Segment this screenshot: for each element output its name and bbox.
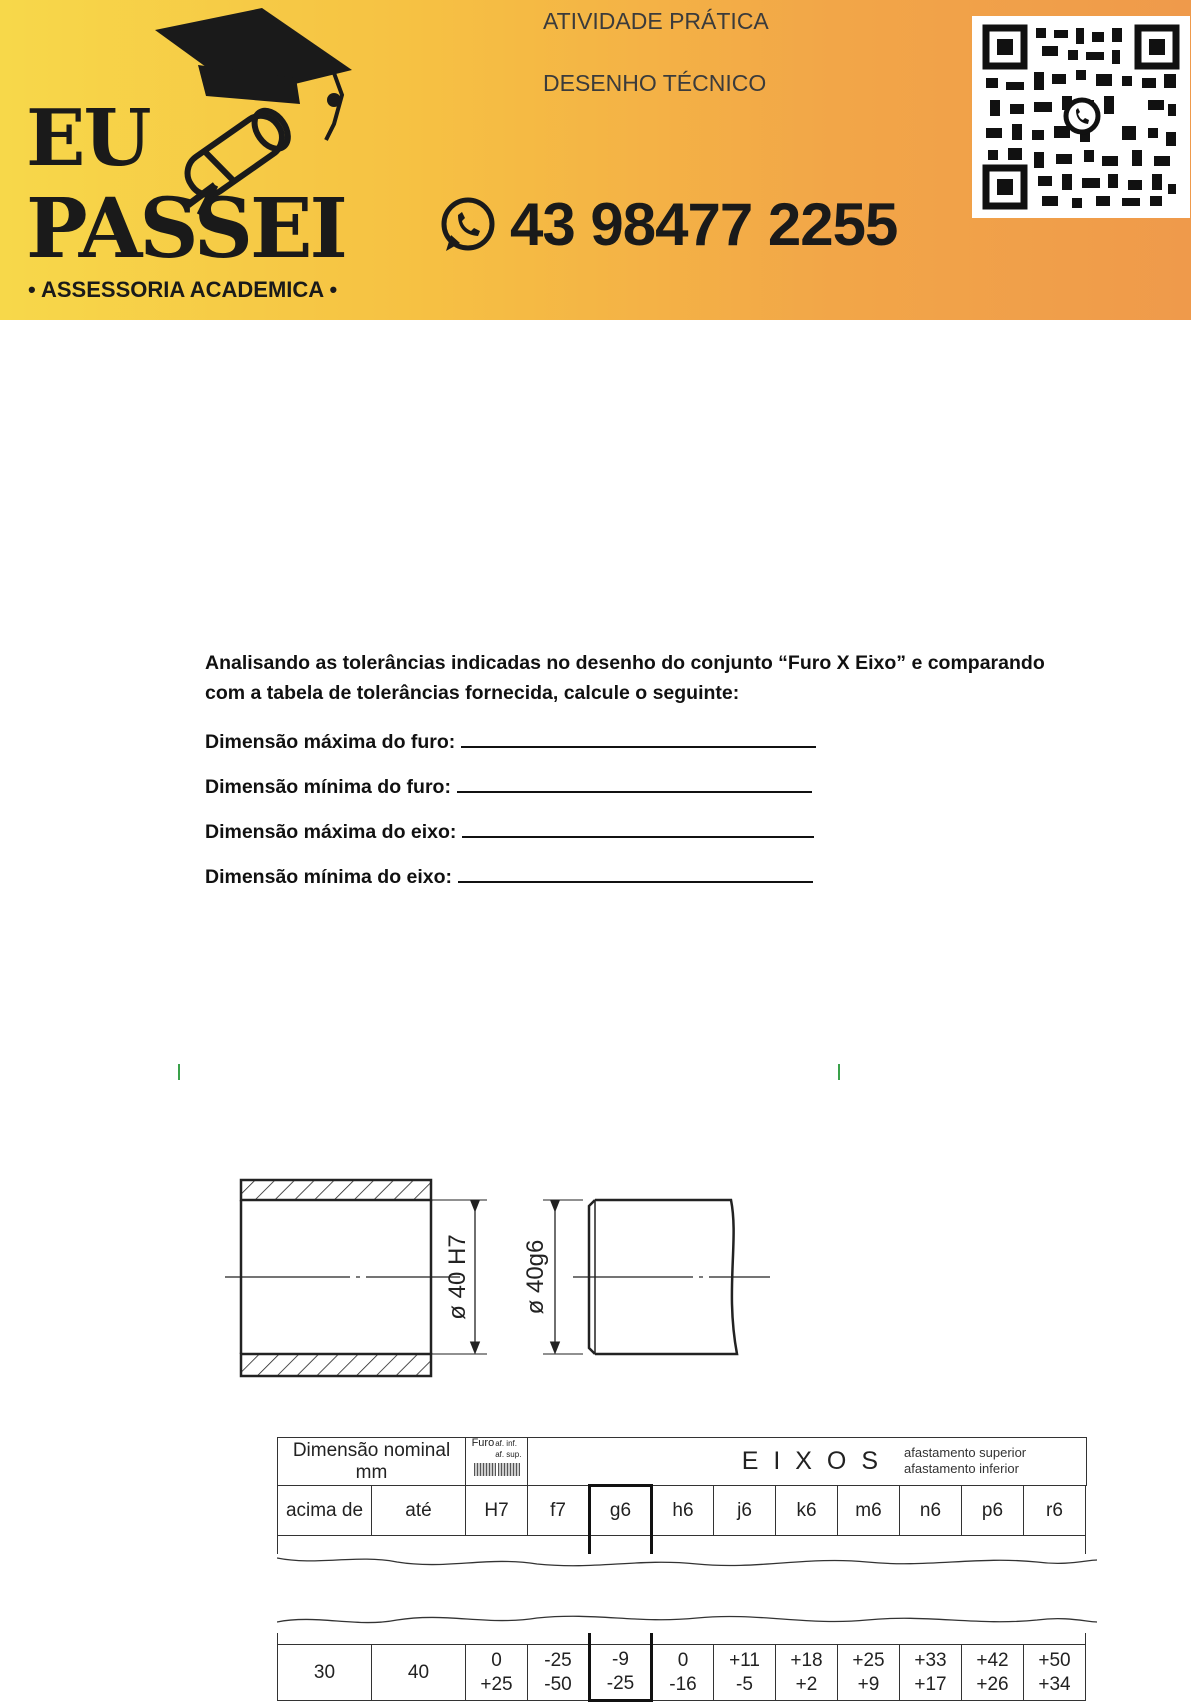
brand-logo bbox=[0, 0, 400, 320]
banner-title-activity: ATIVIDADE PRÁTICA bbox=[543, 8, 769, 34]
cell-k6 bbox=[776, 1645, 838, 1701]
cell-p6 bbox=[962, 1645, 1024, 1701]
col-ate: até bbox=[372, 1486, 466, 1536]
eixos-label: E I X O S bbox=[741, 1446, 882, 1475]
answer-line-max-shaft[interactable] bbox=[462, 818, 814, 838]
furo-label: Furo bbox=[471, 1437, 495, 1449]
answer-line-max-hole[interactable] bbox=[461, 728, 816, 748]
af-inf-label: af. inf. bbox=[495, 1439, 517, 1448]
header-nominal-label: Dimensão nominal bbox=[292, 1439, 451, 1461]
cell-ate: 40 bbox=[372, 1645, 466, 1701]
af-sup-label: af. sup. bbox=[495, 1450, 522, 1459]
col-m6: m6 bbox=[838, 1486, 900, 1536]
margin-marker-right bbox=[838, 1064, 840, 1080]
m6-top: +25 bbox=[852, 1649, 885, 1671]
h7-bottom: +25 bbox=[480, 1673, 513, 1695]
cell-f7 bbox=[528, 1645, 590, 1701]
header-nominal-dimension bbox=[278, 1438, 466, 1486]
field-label-min-shaft: Dimensão mínima do eixo: bbox=[205, 866, 453, 888]
h6-bottom: -16 bbox=[669, 1673, 697, 1695]
hole-part bbox=[225, 1180, 487, 1376]
k6-bottom: +2 bbox=[795, 1673, 818, 1695]
brand-name-line2: PASSEI bbox=[26, 181, 345, 277]
col-k6: k6 bbox=[776, 1486, 838, 1536]
f7-top: -25 bbox=[544, 1649, 572, 1671]
cell-h7 bbox=[466, 1645, 528, 1701]
col-r6: r6 bbox=[1024, 1486, 1086, 1536]
af-inferior-label: afastamento inferior bbox=[904, 1461, 1019, 1476]
table-break-lines bbox=[277, 1554, 1097, 1634]
field-label-max-shaft: Dimensão máxima do eixo: bbox=[205, 821, 457, 843]
j6-top: +11 bbox=[729, 1649, 760, 1671]
question-intro: Analisando as tolerâncias indicadas no desenho do conjunto “Furo X Eixo” e comparando com a tabela de tolerâncias fornecida, calcule o seguinte: bbox=[205, 652, 1045, 704]
brand-tagline: • ASSESSORIA ACADEMICA • bbox=[28, 277, 338, 302]
col-j6: j6 bbox=[714, 1486, 776, 1536]
cell-h6 bbox=[652, 1645, 714, 1701]
margin-marker-left bbox=[178, 1064, 180, 1080]
k6-top: +18 bbox=[790, 1649, 823, 1671]
header-banner bbox=[0, 0, 1191, 320]
af-superior-label: afastamento superior bbox=[904, 1445, 1027, 1460]
whatsapp-icon bbox=[438, 195, 498, 255]
col-acima-de: acima de bbox=[278, 1486, 372, 1536]
cell-acima: 30 bbox=[278, 1645, 372, 1701]
header-unit-label: mm bbox=[355, 1461, 388, 1483]
shaft-part bbox=[522, 1200, 770, 1354]
furo-swatch-inf bbox=[474, 1463, 496, 1476]
col-h6: h6 bbox=[652, 1486, 714, 1536]
r6-bottom: +34 bbox=[1038, 1673, 1071, 1695]
hole-shaft-drawing bbox=[225, 1170, 785, 1395]
qr-code[interactable] bbox=[972, 16, 1190, 218]
answer-line-min-hole[interactable] bbox=[457, 773, 812, 793]
answer-line-min-shaft[interactable] bbox=[458, 863, 813, 883]
field-min-hole bbox=[205, 773, 812, 799]
shaft-dimension-label: ø 40g6 bbox=[522, 1239, 549, 1315]
p6-bottom: +26 bbox=[976, 1673, 1009, 1695]
h6-top: 0 bbox=[677, 1649, 689, 1671]
n6-bottom: +17 bbox=[914, 1673, 947, 1695]
r6-top: +50 bbox=[1038, 1649, 1071, 1671]
field-label-max-hole: Dimensão máxima do furo: bbox=[205, 731, 456, 753]
g6-bottom: -25 bbox=[606, 1673, 635, 1694]
contact-phone bbox=[438, 190, 897, 259]
n6-top: +33 bbox=[914, 1649, 947, 1671]
cell-r6 bbox=[1024, 1645, 1086, 1701]
cell-m6 bbox=[838, 1645, 900, 1701]
header-eixos bbox=[528, 1438, 1086, 1486]
col-p6: p6 bbox=[962, 1486, 1024, 1536]
banner-title-subject: DESENHO TÉCNICO bbox=[543, 70, 767, 96]
col-h7: H7 bbox=[466, 1486, 528, 1536]
j6-bottom: -5 bbox=[736, 1673, 753, 1695]
field-label-min-hole: Dimensão mínima do furo: bbox=[205, 776, 451, 798]
col-g6: g6 bbox=[590, 1486, 652, 1536]
tolerance-table bbox=[277, 1437, 1097, 1702]
m6-bottom: +9 bbox=[857, 1673, 880, 1695]
cell-n6 bbox=[900, 1645, 962, 1701]
brand-name-line1: EU bbox=[26, 93, 150, 184]
f7-bottom: -50 bbox=[544, 1673, 572, 1695]
col-f7: f7 bbox=[528, 1486, 590, 1536]
field-max-shaft bbox=[205, 818, 814, 844]
field-max-hole bbox=[205, 728, 816, 754]
field-min-shaft bbox=[205, 863, 813, 889]
header-furo bbox=[466, 1438, 528, 1486]
qr-code-icon bbox=[972, 16, 1190, 218]
g6-top: -9 bbox=[612, 1649, 629, 1670]
p6-top: +42 bbox=[976, 1649, 1009, 1671]
hole-dimension-label: ø 40 H7 bbox=[444, 1234, 471, 1320]
cell-g6 bbox=[590, 1645, 652, 1701]
cell-j6 bbox=[714, 1645, 776, 1701]
col-n6: n6 bbox=[900, 1486, 962, 1536]
phone-number: 43 98477 2255 bbox=[510, 191, 898, 258]
h7-top: 0 bbox=[491, 1649, 502, 1671]
furo-swatch-sup bbox=[498, 1463, 520, 1476]
table-row bbox=[278, 1645, 1086, 1701]
